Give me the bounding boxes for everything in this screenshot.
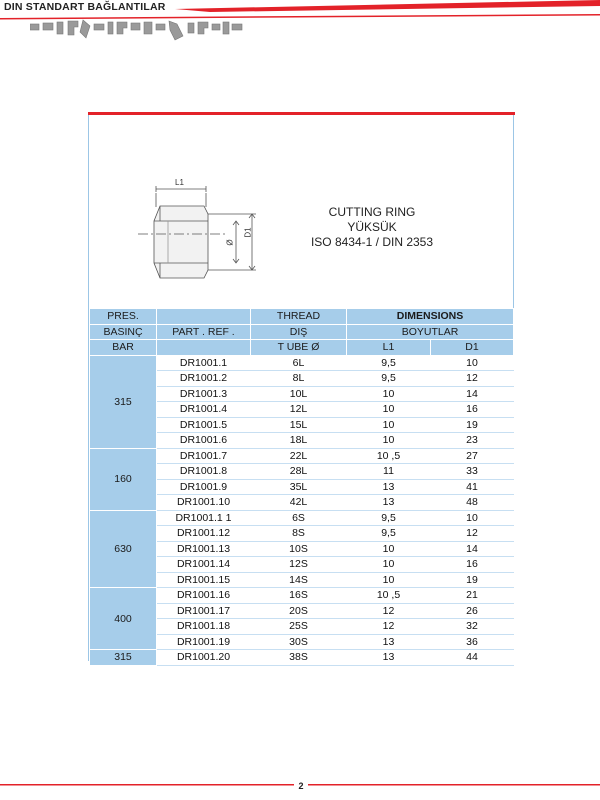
table-row bbox=[90, 650, 514, 666]
l1-cell: 10 bbox=[347, 572, 431, 588]
d1-cell: 14 bbox=[431, 541, 514, 557]
pressure-cell: 160 bbox=[90, 448, 157, 510]
tube-cell: 22L bbox=[251, 448, 347, 464]
l1-cell: 10 bbox=[347, 402, 431, 418]
d1-cell: 44 bbox=[431, 650, 514, 666]
d1-cell: 14 bbox=[431, 386, 514, 402]
d1-cell: 26 bbox=[431, 603, 514, 619]
part-ref-cell: DR1001.5 bbox=[157, 417, 251, 433]
product-standard: ISO 8434-1 / DIN 2353 bbox=[310, 235, 434, 249]
d1-cell: 16 bbox=[431, 557, 514, 573]
d1-cell: 41 bbox=[431, 479, 514, 495]
spec-table bbox=[89, 308, 514, 666]
catalog-title: DIN STANDART BAĞLANTILAR bbox=[4, 1, 166, 13]
d1-cell: 12 bbox=[431, 371, 514, 387]
tube-cell: 8S bbox=[251, 526, 347, 542]
l1-cell: 13 bbox=[347, 650, 431, 666]
d1-cell: 10 bbox=[431, 510, 514, 526]
dim-l1-label: L1 bbox=[175, 178, 184, 187]
part-ref-cell: DR1001.9 bbox=[157, 479, 251, 495]
tube-cell: 14S bbox=[251, 572, 347, 588]
d1-cell: 12 bbox=[431, 526, 514, 542]
table-row bbox=[90, 588, 514, 604]
l1-cell: 12 bbox=[347, 603, 431, 619]
header-dis: DIŞ bbox=[251, 324, 347, 340]
table-header-row-2 bbox=[90, 324, 514, 340]
d1-cell: 32 bbox=[431, 619, 514, 635]
l1-cell: 12 bbox=[347, 619, 431, 635]
l1-cell: 10 bbox=[347, 557, 431, 573]
tube-cell: 28L bbox=[251, 464, 347, 480]
part-ref-cell: DR1001.1 bbox=[157, 355, 251, 371]
l1-cell: 9,5 bbox=[347, 510, 431, 526]
table-row bbox=[90, 448, 514, 464]
header-dimensions: DIMENSIONS bbox=[347, 309, 514, 325]
table-header-row-1 bbox=[90, 309, 514, 325]
d1-cell: 27 bbox=[431, 448, 514, 464]
part-ref-cell: DR1001.10 bbox=[157, 495, 251, 511]
l1-cell: 9,5 bbox=[347, 526, 431, 542]
l1-cell: 10 bbox=[347, 386, 431, 402]
table-row bbox=[90, 355, 514, 371]
part-ref-cell: DR1001.15 bbox=[157, 572, 251, 588]
tube-cell: 6L bbox=[251, 355, 347, 371]
part-ref-cell: DR1001.18 bbox=[157, 619, 251, 635]
pressure-cell: 400 bbox=[90, 588, 157, 650]
header-thread: THREAD bbox=[251, 309, 347, 325]
header-empty bbox=[157, 309, 251, 325]
l1-cell: 11 bbox=[347, 464, 431, 480]
l1-cell: 10 bbox=[347, 433, 431, 449]
part-ref-cell: DR1001.4 bbox=[157, 402, 251, 418]
header-bar: BAR bbox=[90, 340, 157, 356]
header-l1: L1 bbox=[347, 340, 431, 356]
d1-cell: 33 bbox=[431, 464, 514, 480]
part-ref-cell: DR1001.19 bbox=[157, 634, 251, 650]
part-ref-cell: DR1001.2 bbox=[157, 371, 251, 387]
page-number: 2 bbox=[294, 781, 308, 793]
header-boyutlar: BOYUTLAR bbox=[347, 324, 514, 340]
tube-cell: 10L bbox=[251, 386, 347, 402]
part-ref-cell: DR1001.14 bbox=[157, 557, 251, 573]
header-empty-2 bbox=[157, 340, 251, 356]
l1-cell: 9,5 bbox=[347, 371, 431, 387]
tube-cell: 10S bbox=[251, 541, 347, 557]
tube-cell: 8L bbox=[251, 371, 347, 387]
part-ref-cell: DR1001.7 bbox=[157, 448, 251, 464]
product-title-block bbox=[292, 205, 452, 250]
pressure-cell: 315 bbox=[90, 355, 157, 448]
header-basinc: BASINÇ bbox=[90, 324, 157, 340]
part-ref-cell: DR1001.20 bbox=[157, 650, 251, 666]
tube-cell: 20S bbox=[251, 603, 347, 619]
part-ref-cell: DR1001.12 bbox=[157, 526, 251, 542]
product-name-tr: YÜKSÜK bbox=[347, 220, 397, 234]
l1-cell: 13 bbox=[347, 634, 431, 650]
part-ref-cell: DR1001.6 bbox=[157, 433, 251, 449]
tube-cell: 12L bbox=[251, 402, 347, 418]
tube-cell: 35L bbox=[251, 479, 347, 495]
tube-cell: 38S bbox=[251, 650, 347, 666]
table-header-row-3 bbox=[90, 340, 514, 356]
d1-cell: 16 bbox=[431, 402, 514, 418]
d1-cell: 21 bbox=[431, 588, 514, 604]
l1-cell: 10 bbox=[347, 541, 431, 557]
tube-cell: 42L bbox=[251, 495, 347, 511]
pressure-cell: 315 bbox=[90, 650, 157, 666]
pressure-cell: 630 bbox=[90, 510, 157, 588]
fittings-icon-strip bbox=[30, 18, 250, 50]
d1-cell: 36 bbox=[431, 634, 514, 650]
d1-cell: 19 bbox=[431, 417, 514, 433]
l1-cell: 9,5 bbox=[347, 355, 431, 371]
d1-cell: 10 bbox=[431, 355, 514, 371]
header-d1: D1 bbox=[431, 340, 514, 356]
tube-cell: 18L bbox=[251, 433, 347, 449]
part-ref-cell: DR1001.13 bbox=[157, 541, 251, 557]
header-tube: T UBE Ø bbox=[251, 340, 347, 356]
tube-cell: 25S bbox=[251, 619, 347, 635]
part-ref-cell: DR1001.1 1 bbox=[157, 510, 251, 526]
l1-cell: 13 bbox=[347, 479, 431, 495]
product-name-en: CUTTING RING bbox=[328, 205, 416, 219]
l1-cell: 13 bbox=[347, 495, 431, 511]
tube-cell: 30S bbox=[251, 634, 347, 650]
l1-cell: 10 ,5 bbox=[347, 448, 431, 464]
tube-cell: 12S bbox=[251, 557, 347, 573]
part-ref-cell: DR1001.8 bbox=[157, 464, 251, 480]
dim-d1-label: D1 bbox=[243, 227, 253, 238]
tube-cell: 15L bbox=[251, 417, 347, 433]
l1-cell: 10 bbox=[347, 417, 431, 433]
tube-cell: 16S bbox=[251, 588, 347, 604]
part-ref-cell: DR1001.17 bbox=[157, 603, 251, 619]
part-ref-cell: DR1001.16 bbox=[157, 588, 251, 604]
header-pres: PRES. bbox=[90, 309, 157, 325]
d1-cell: 48 bbox=[431, 495, 514, 511]
table-row bbox=[90, 510, 514, 526]
header-part-ref: PART . REF . bbox=[157, 324, 251, 340]
l1-cell: 10 ,5 bbox=[347, 588, 431, 604]
dim-bore-label: Ø bbox=[225, 239, 235, 246]
d1-cell: 23 bbox=[431, 433, 514, 449]
tube-cell: 6S bbox=[251, 510, 347, 526]
d1-cell: 19 bbox=[431, 572, 514, 588]
part-ref-cell: DR1001.3 bbox=[157, 386, 251, 402]
